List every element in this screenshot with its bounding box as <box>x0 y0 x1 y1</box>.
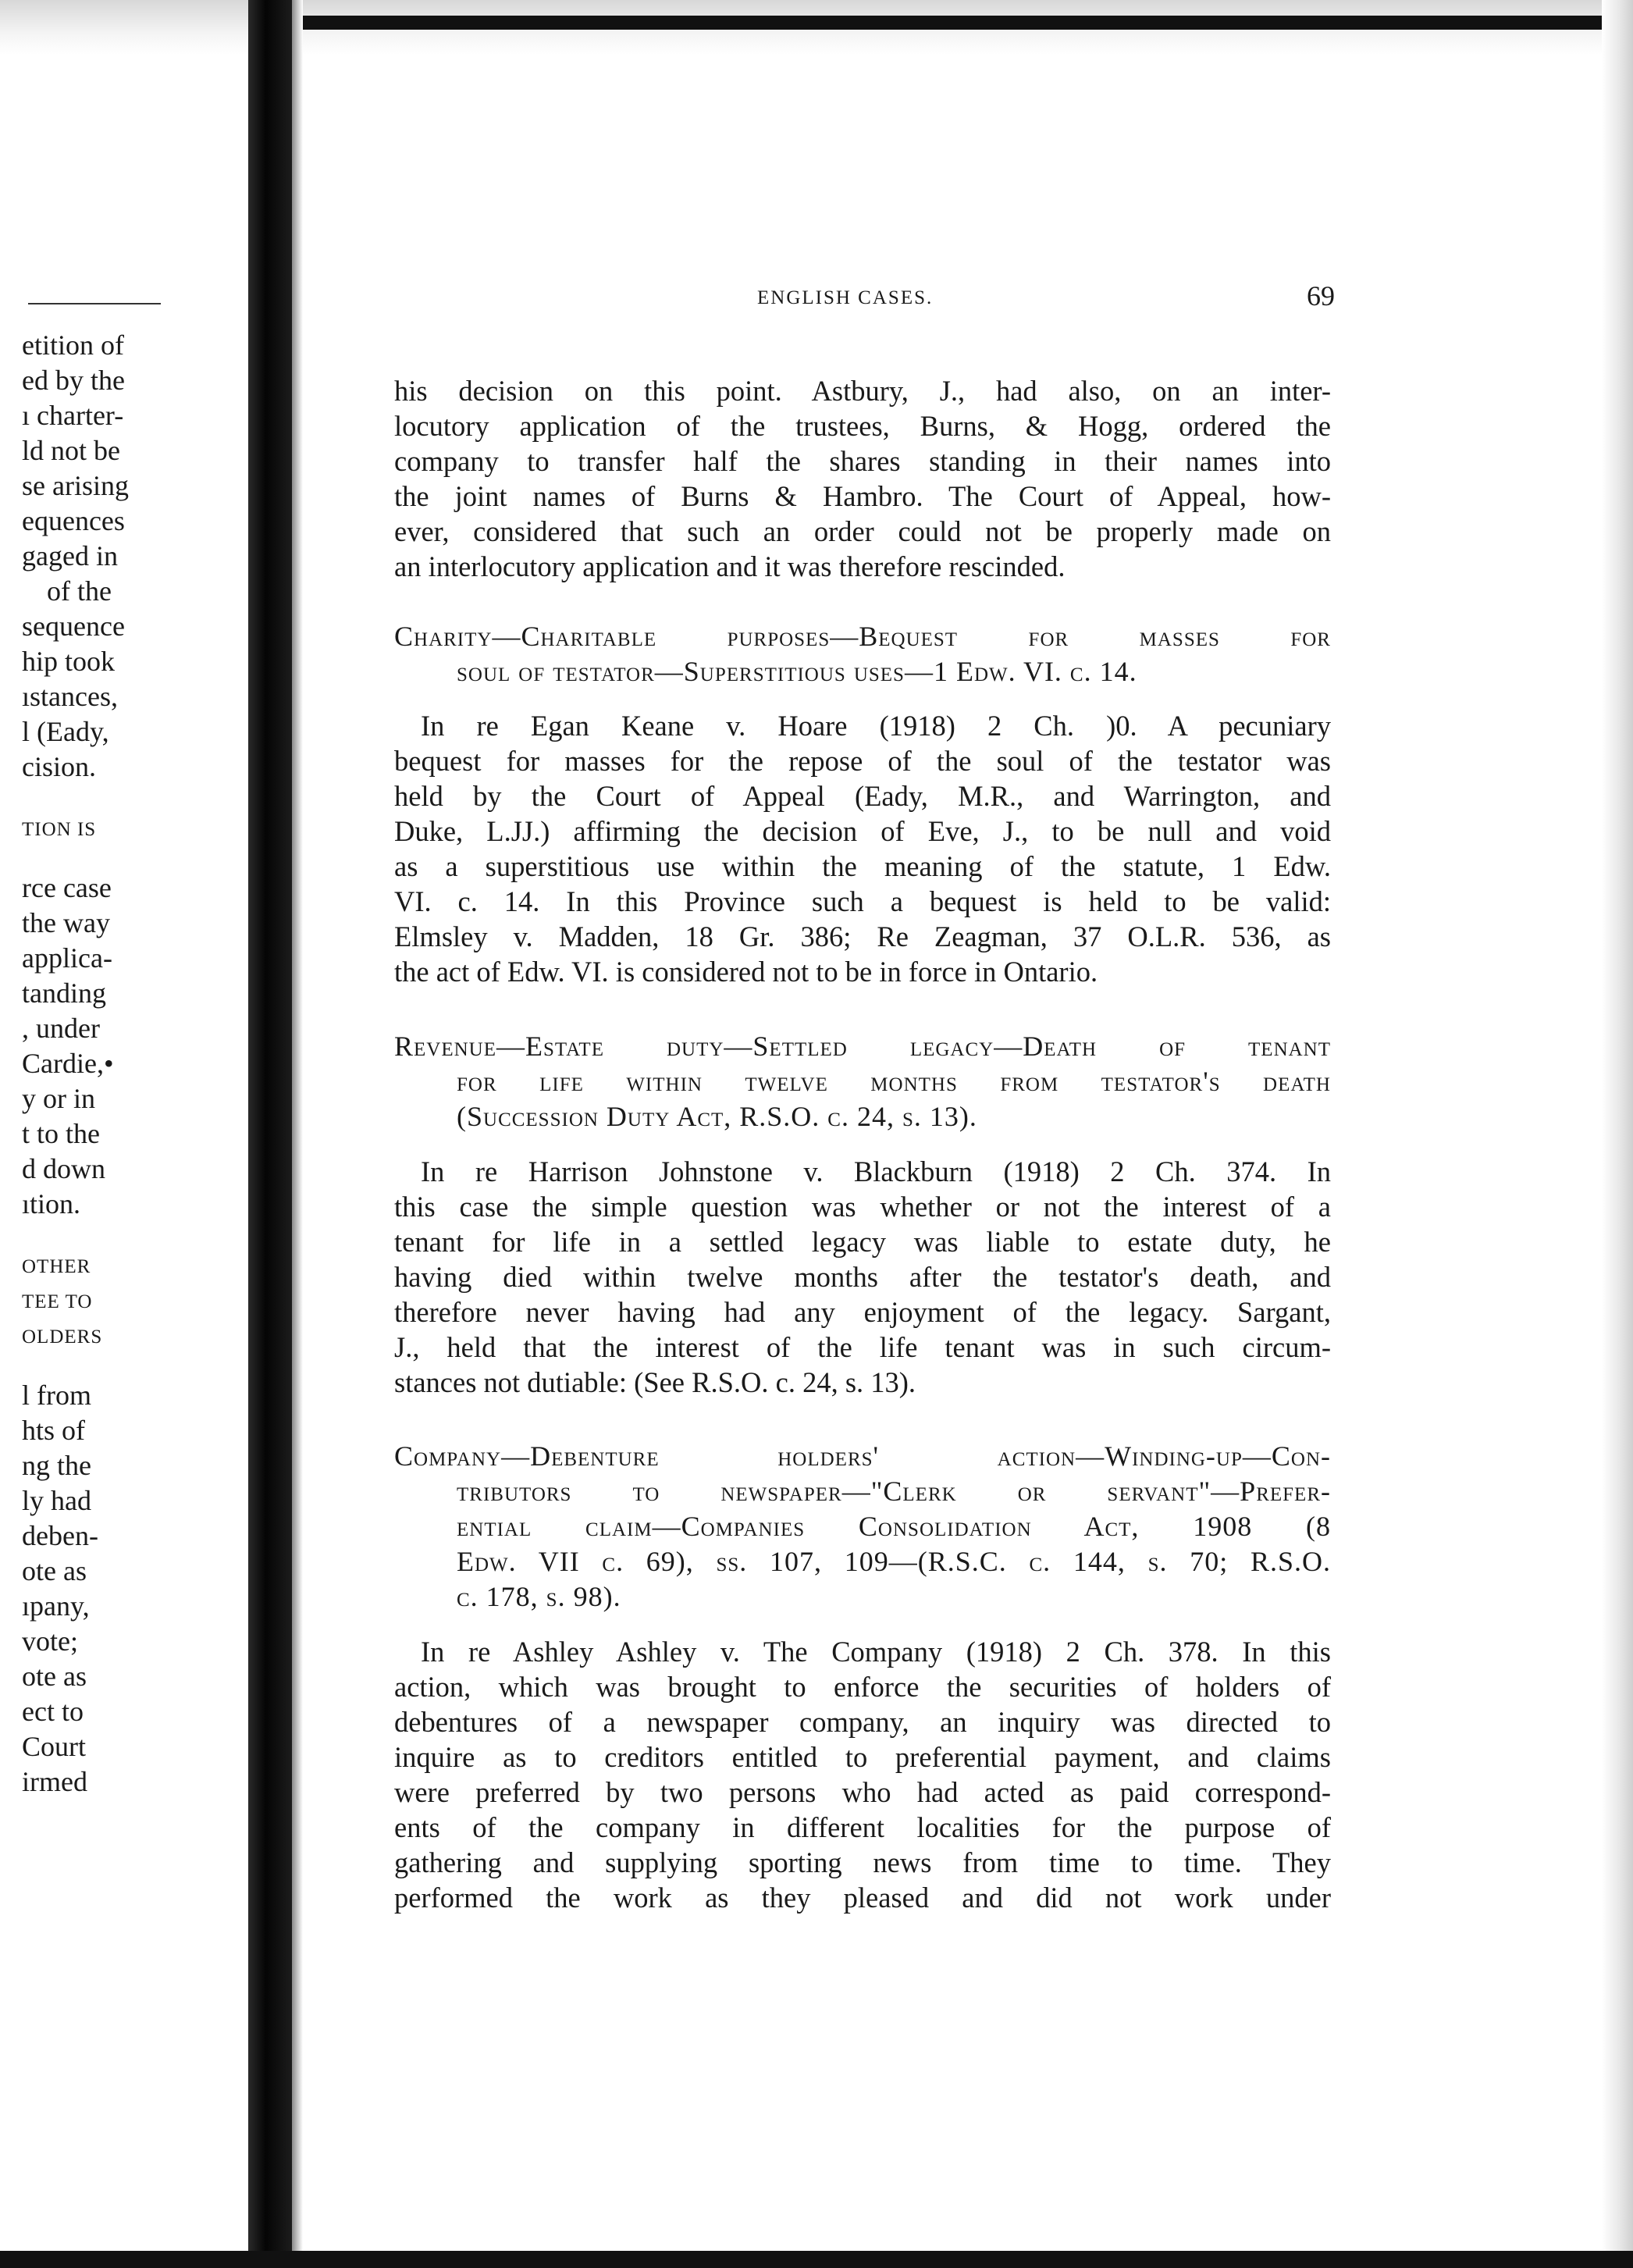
text-line: In re Ashley Ashley v. The Company (1918) 2 Ch. 378. In this <box>421 1636 1331 1668</box>
left-line: ıstances, <box>22 681 118 712</box>
heading-line: c. 178, s. 98). <box>457 1581 621 1612</box>
left-line: deben- <box>22 1520 98 1551</box>
left-line: ı charter- <box>22 400 124 431</box>
left-line: l from <box>22 1380 91 1411</box>
text-line: ever, considered that such an order could not be properly made on <box>394 515 1331 547</box>
book-spine <box>248 0 292 2268</box>
text-line: locutory application of the trustees, Burns, & Hogg, ordered the <box>394 410 1331 442</box>
left-line: irmed <box>22 1766 87 1797</box>
section-heading-revenue <box>394 1029 1331 1134</box>
text-line: an interlocutory application and it was therefore rescinded. <box>394 550 1066 582</box>
left-line: Cardie,• <box>22 1048 114 1079</box>
text-line: ents of the company in different localities for the purpose of <box>394 1811 1331 1843</box>
left-line: etition of <box>22 329 124 361</box>
text-line: gathering and supplying sporting news from time to time. They <box>394 1846 1331 1878</box>
text-line: therefore never having had any enjoyment of the legacy. Sargant, <box>394 1296 1331 1328</box>
left-line: ote as <box>22 1661 87 1692</box>
heading-line: Charity—Charitable purposes—Bequest for masses for <box>394 621 1331 652</box>
left-line: gaged in <box>22 540 118 571</box>
section-heading-company <box>394 1439 1331 1615</box>
heading-line: for life within twelve months from testator's death <box>457 1066 1331 1097</box>
left-line: , under <box>22 1013 100 1044</box>
left-line: hip took <box>22 646 116 677</box>
left-line: d down <box>22 1153 105 1184</box>
left-line: sequence <box>22 611 125 642</box>
heading-line: ential claim—Companies Consolidation Act, 1908 (8 <box>457 1511 1331 1542</box>
text-line: In re Egan Keane v. Hoare (1918) 2 Ch. )0. A pecuniary <box>421 710 1331 742</box>
text-line: Duke, L.JJ.) affirming the decision of Eve, J., to be null and void <box>394 815 1331 847</box>
left-line: Court <box>22 1731 87 1762</box>
left-line: TION IS <box>22 819 97 840</box>
left-line: ng the <box>22 1450 91 1481</box>
left-line: TEE TO <box>22 1291 93 1312</box>
text-line: In re Harrison Johnstone v. Blackburn (1918) 2 Ch. 374. In <box>421 1155 1331 1187</box>
spine-shadow <box>292 0 303 2268</box>
paragraph-3 <box>394 1154 1331 1400</box>
text-line: J., held that the interest of the life tenant was in such circum- <box>394 1331 1331 1363</box>
text-line: tenant for life in a settled legacy was liable to estate duty, he <box>394 1226 1331 1258</box>
left-page-fragment <box>0 281 246 2155</box>
text-line: Elmsley v. Madden, 18 Gr. 386; Re Zeagman, 37 O.L.R. 536, as <box>394 920 1331 952</box>
text-line: stances not dutiable: (See R.S.O. c. 24, s. 13). <box>394 1366 916 1398</box>
text-line: action, which was brought to enforce the securities of holders of <box>394 1671 1331 1703</box>
left-line: y or in <box>22 1083 95 1114</box>
left-line: the way <box>22 907 110 938</box>
left-line: ect to <box>22 1696 84 1727</box>
text-line: the act of Edw. VI. is considered not to be in force in Ontario. <box>394 956 1098 988</box>
left-line: ed by the <box>22 365 125 396</box>
left-line: ly had <box>22 1485 91 1516</box>
text-line: VI. c. 14. In this Province such a bequest is held to be valid: <box>394 885 1331 917</box>
text-line: were preferred by two persons who had acted as paid correspond- <box>394 1776 1331 1808</box>
text-line: the joint names of Burns & Hambro. The Court of Appeal, how- <box>394 480 1331 512</box>
heading-line: Revenue—Estate duty—Settled legacy—Death of tenant <box>394 1031 1331 1062</box>
section-heading-charity <box>394 619 1331 689</box>
text-line: having died within twelve months after the testator's death, and <box>394 1261 1331 1293</box>
text-line: company to transfer half the shares standing in their names into <box>394 445 1331 477</box>
heading-line: Edw. VII c. 69), ss. 107, 109—(R.S.C. c. 144, s. 70; R.S.O. <box>457 1546 1331 1577</box>
left-line: ld not be <box>22 435 120 466</box>
left-line: vote; <box>22 1625 78 1657</box>
scan-top-border <box>292 16 1633 30</box>
left-line: hts of <box>22 1415 85 1446</box>
heading-line: (Succession Duty Act, R.S.O. c. 24, s. 13). <box>457 1101 977 1132</box>
paragraph-1 <box>394 373 1331 584</box>
heading-line: soul of testator—Superstitious uses—1 Edw. VI. c. 14. <box>457 656 1137 687</box>
left-line: tanding <box>22 977 106 1009</box>
left-line: l (Eady, <box>22 716 109 747</box>
left-line: equences <box>22 505 125 536</box>
running-header <box>390 279 1335 319</box>
left-line: of the <box>47 575 112 607</box>
paragraph-2 <box>394 708 1331 989</box>
text-line: inquire as to creditors entitled to preferential payment, and claims <box>394 1741 1331 1773</box>
text-line: as a superstitious use within the meaning of the statute, 1 Edw. <box>394 850 1331 882</box>
text-line: this case the simple question was whether or not the interest of a <box>394 1191 1331 1223</box>
left-line: OTHER <box>22 1256 91 1277</box>
page-right-edge <box>1602 0 1633 2268</box>
paragraph-4 <box>394 1634 1331 1915</box>
left-page-rule <box>28 303 161 304</box>
left-line: OLDERS <box>22 1326 103 1348</box>
left-line: applica- <box>22 942 112 974</box>
text-line: held by the Court of Appeal (Eady, M.R., and Warrington, and <box>394 780 1331 812</box>
running-title: ENGLISH CASES. <box>757 287 934 308</box>
left-line: ıpany, <box>22 1590 90 1622</box>
page-number: 69 <box>1307 280 1335 312</box>
left-line: rce case <box>22 872 112 903</box>
left-line: se arising <box>22 470 129 501</box>
left-line: t to the <box>22 1118 100 1149</box>
left-line: cision. <box>22 751 96 782</box>
heading-line: Company—Debenture holders' action—Winding-up—Con- <box>394 1440 1331 1472</box>
text-line: his decision on this point. Astbury, J., had also, on an inter- <box>394 375 1331 407</box>
heading-line: tributors to newspaper—"Clerk or servant"—Prefer- <box>457 1476 1331 1507</box>
text-line: debentures of a newspaper company, an inquiry was directed to <box>394 1706 1331 1738</box>
scan-bottom-edge <box>0 2251 1633 2268</box>
left-line: ıtion. <box>22 1188 81 1219</box>
left-line: ote as <box>22 1555 87 1586</box>
text-line: performed the work as they pleased and did not work under <box>394 1882 1331 1914</box>
text-line: bequest for masses for the repose of the soul of the testator was <box>394 745 1331 777</box>
